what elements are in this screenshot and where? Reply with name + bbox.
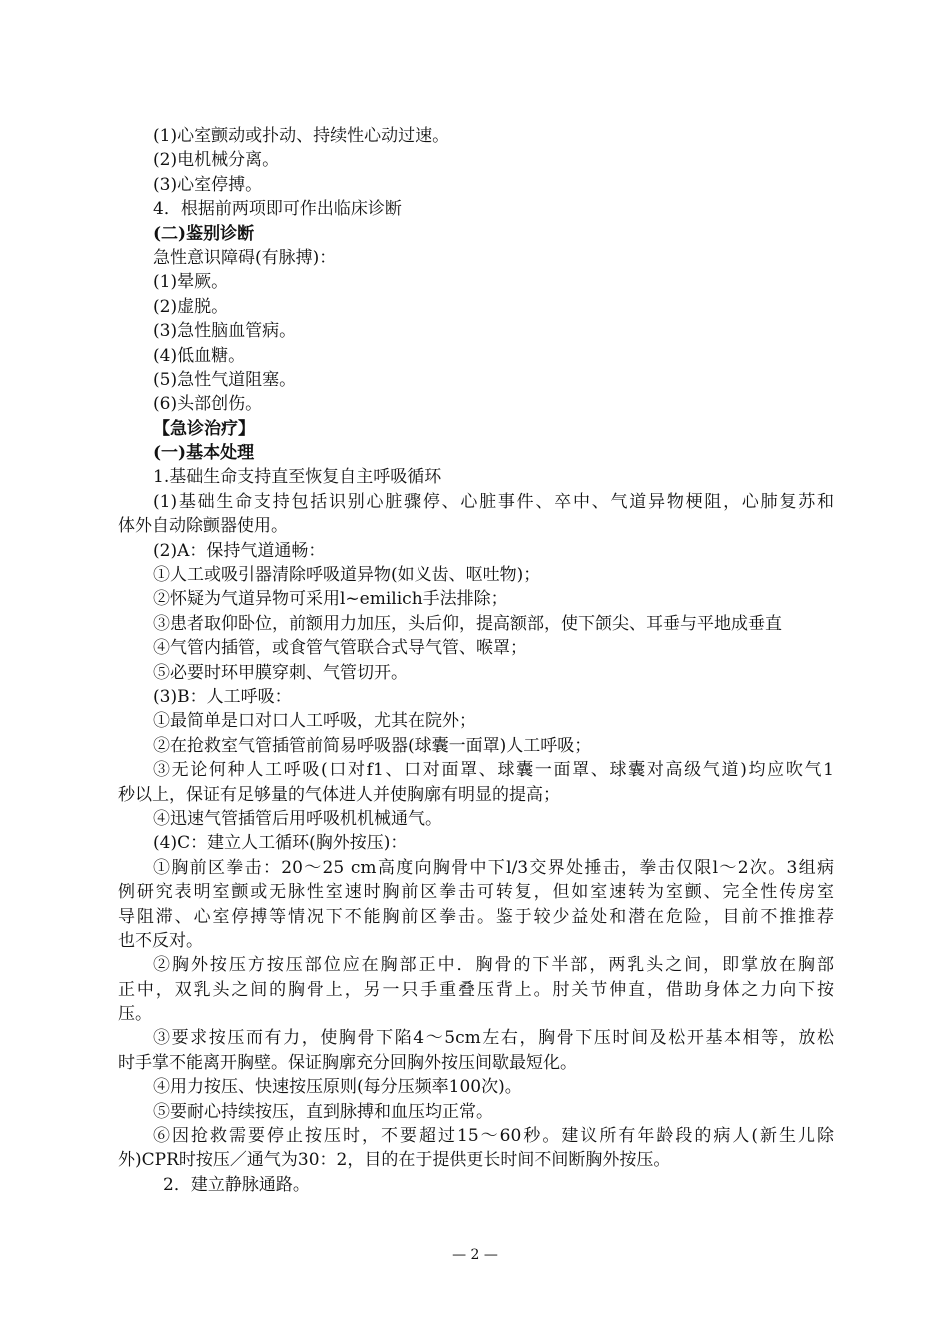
section-heading: 【急诊治疗】 — [153, 418, 255, 439]
text-line: 导阻滞、心室停搏等情况下不能胸前区拳击。鉴于较少益处和潜在危险，目前不推推荐 — [118, 906, 834, 927]
text-line: (5)急性气道阻塞。 — [153, 369, 297, 390]
text-line: (1)基础生命支持包括识别心脏骤停、心脏事件、卒中、气道异物梗阻，心肺复苏和 — [153, 491, 834, 512]
text-line: ③要求按压而有力，使胸骨下陷4～5cm左右，胸骨下压时间及松开基本相等，放松 — [153, 1028, 834, 1049]
text-line: (3)心室停搏。 — [153, 174, 263, 195]
text-line: ④用力按压、快速按压原则(每分压频率100次)。 — [153, 1077, 522, 1098]
text-line: (2)A：保持气道通畅： — [153, 540, 326, 561]
text-line: (3)B：人工呼吸： — [153, 686, 292, 707]
text-line: (1)心室颤动或扑动、持续性心动过速。 — [153, 126, 450, 146]
text-line: ④气管内插管，或食管气管联合式导气管、喉罩； — [153, 638, 527, 659]
text-line: 急性意识障碍(有脉搏)： — [153, 247, 337, 268]
page-number: — 2 — — [452, 1247, 498, 1263]
text-line: (2)电机械分离。 — [153, 150, 280, 171]
text-line: ②怀疑为气道异物可采用l~emilich手法排除； — [153, 589, 508, 610]
text-line: (4)低血糖。 — [153, 345, 246, 366]
text-line: ⑥因抢救需要停止按压时，不要超过15～60秒。建议所有年龄段的病人(新生儿除 — [153, 1126, 834, 1147]
text-line: 2．建立静脉通路。 — [163, 1174, 310, 1195]
document-body — [118, 124, 834, 1197]
text-line: ②在抢救室气管插管前简易呼吸器(球囊一面罩)人工呼吸； — [153, 735, 592, 756]
text-line: ②胸外按压方按压部位应在胸部正中．胸骨的下半部，两乳头之间，即掌放在胸部 — [153, 955, 834, 976]
section-heading: (一)基本处理 — [153, 443, 255, 464]
text-line: (4)C：建立人工循环(胸外按压)： — [153, 833, 408, 854]
text-line: (3)急性脑血管病。 — [153, 321, 297, 342]
text-line: ①人工或吸引器清除呼吸道异物(如义齿、呕吐物)； — [153, 565, 541, 586]
text-line: ③无论何种人工呼吸(口对f1、口对面罩、球囊一面罩、球囊对高级气道)均应吹气1 — [153, 760, 834, 781]
text-line: 4．根据前两项即可作出临床诊断 — [153, 199, 402, 220]
text-line: (2)虚脱。 — [153, 296, 229, 317]
text-line: 外)CPR时按压／通气为30：2，目的在于提供更长时间不间断胸外按压。 — [118, 1150, 671, 1171]
text-line: 正中，双乳头之间的胸骨上，另一只手重叠压背上。肘关节伸直，借助身体之力向下按 — [118, 979, 834, 1000]
text-line: (1)晕厥。 — [153, 272, 229, 293]
text-line: (6)头部创伤。 — [153, 394, 263, 415]
section-heading: (二)鉴别诊断 — [153, 223, 255, 244]
text-line: 时手掌不能离开胸壁。保证胸廓充分回胸外按压间歇最短化。 — [118, 1052, 577, 1073]
text-line: 也不反对。 — [118, 930, 203, 951]
text-line: ④迅速气管插管后用呼吸机机械通气。 — [153, 808, 442, 829]
text-line: ①最简单是口对口人工呼吸，尤其在院外； — [153, 711, 476, 732]
text-line: ③患者取仰卧位，前额用力加压，头后仰，提高额部，使下颌尖、耳垂与平地成垂直 — [153, 613, 782, 634]
text-line: ①胸前区拳击：20～25 cm高度向胸骨中下l/3交界处捶击，拳击仅限l～2次。3组病 — [153, 857, 834, 878]
text-line: 秒以上，保证有足够量的气体进人并使胸廓有明显的提高； — [118, 784, 560, 805]
text-line: ⑤必要时环甲膜穿刺、气管切开。 — [153, 662, 408, 683]
text-line: ⑤要耐心持续按压，直到脉搏和血压均正常。 — [153, 1101, 493, 1122]
text-line: 体外自动除颤器使用。 — [118, 516, 288, 537]
text-line: 例研究表明室颤或无脉性室速时胸前区拳击可转复，但如室速转为室颤、完全性传房室 — [118, 882, 834, 903]
text-line: 压。 — [118, 1004, 152, 1025]
text-line: 1.基础生命支持直至恢复自主呼吸循环 — [153, 467, 442, 488]
